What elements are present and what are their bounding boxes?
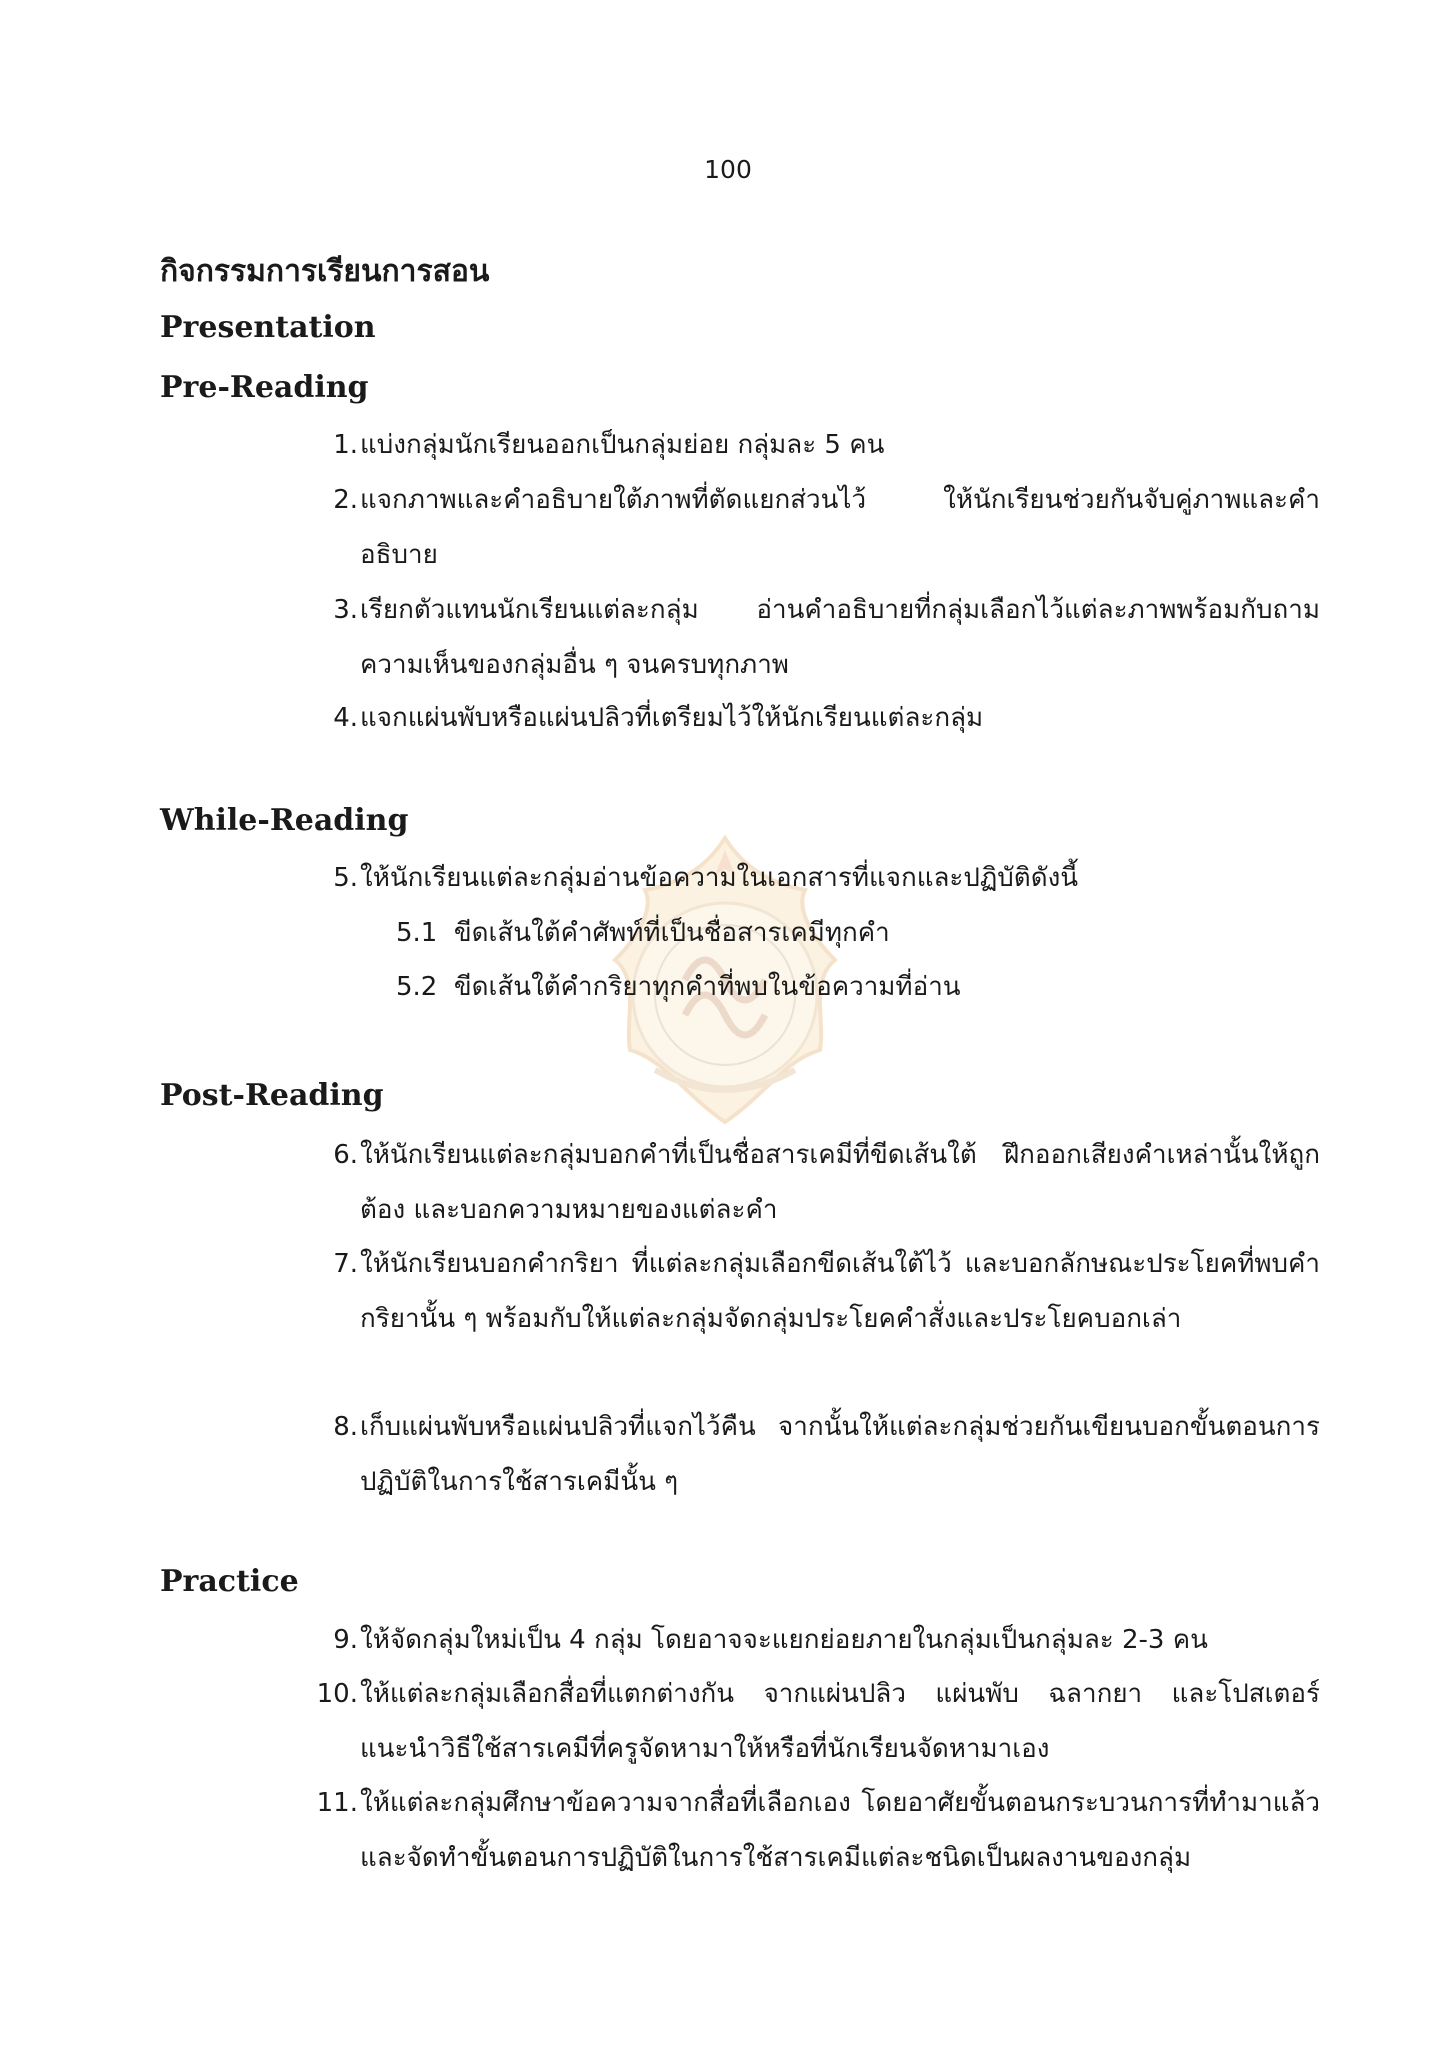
section-pre-reading: Pre-Reading — [160, 370, 369, 405]
page-number: 100 — [704, 155, 752, 184]
sub-item-number: 5.2 — [396, 972, 438, 1002]
list-item — [333, 473, 1320, 583]
sub-item-text: ขีดเส้นใต้คำศัพท์ที่เป็นชื่อสารเคมีทุกคำ — [453, 918, 890, 948]
item-text: ให้แต่ละกลุ่มเลือกสื่อที่แตกต่างกัน จากแผ่นปลิว แผ่นพับ ฉลากยา และโปสเตอร์ แนะนำวิธีใช้สารเคมีที่ครูจัดหามาให้หรือที่นักเรียนจัดหามาเอง — [360, 1679, 1320, 1764]
item-number: 6. — [333, 1140, 358, 1170]
section-presentation: Presentation — [160, 310, 376, 345]
item-number: 3. — [333, 595, 358, 625]
list-item — [333, 583, 1320, 693]
item-number: 8. — [333, 1412, 358, 1442]
list-item — [333, 851, 1320, 906]
item-text: ให้จัดกลุ่มใหม่เป็น 4 กลุ่ม โดยอาจจะแยกย่อยภายในกลุ่มเป็นกลุ่มละ 2-3 คน — [360, 1625, 1208, 1655]
item-text: เก็บแผ่นพับหรือแผ่นปลิวที่แจกไว้คืน จากนั้นให้แต่ละกลุ่มช่วยกันเขียนบอกขั้นตอนการปฏิบัติในการใช้สารเคมีนั้น ๆ — [360, 1412, 1320, 1497]
section-while-reading: While-Reading — [160, 803, 409, 838]
list-item — [333, 1613, 1320, 1668]
sub-item-number: 5.1 — [396, 918, 438, 948]
item-text: แจกภาพและคำอธิบายใต้ภาพที่ตัดแยกส่วนไว้ ให้นักเรียนช่วยกันจับคู่ภาพและคำอธิบาย — [360, 485, 1320, 570]
list-item — [316, 1776, 1320, 1886]
item-text: แจกแผ่นพับหรือแผ่นปลิวที่เตรียมไว้ให้นักเรียนแต่ละกลุ่ม — [360, 703, 984, 733]
main-heading: กิจกรรมการเรียนการสอน — [160, 254, 490, 289]
sub-item — [396, 906, 1296, 961]
item-text: ให้นักเรียนแต่ละกลุ่มบอกคำที่เป็นชื่อสารเคมีที่ขีดเส้นใต้ ฝึกออกเสียงคำเหล่านั้นให้ถูกต้อง และบอกความหมายของแต่ละคำ — [360, 1140, 1320, 1225]
list-item — [333, 1237, 1320, 1347]
section-post-reading: Post-Reading — [160, 1078, 384, 1113]
list-item — [333, 691, 1320, 746]
item-number: 2. — [333, 485, 358, 515]
list-item — [333, 1400, 1320, 1510]
item-number: 4. — [333, 703, 358, 733]
sub-item-text: ขีดเส้นใต้คำกริยาทุกคำที่พบในข้อความที่อ่าน — [453, 972, 961, 1002]
sub-item — [396, 960, 1296, 1015]
item-text: เรียกตัวแทนนักเรียนแต่ละกลุ่ม อ่านคำอธิบายที่กลุ่มเลือกไว้แต่ละภาพพร้อมกับถามความเห็นของกลุ่มอื่น ๆ จนครบทุกภาพ — [360, 595, 1320, 680]
item-number: 10. — [316, 1679, 358, 1709]
item-number: 7. — [333, 1249, 358, 1279]
item-number: 9. — [333, 1625, 358, 1655]
item-number: 11. — [316, 1788, 358, 1818]
list-item — [316, 1667, 1320, 1777]
list-item — [333, 1128, 1320, 1238]
item-number: 1. — [333, 430, 358, 460]
list-item — [333, 418, 1320, 473]
item-text: ให้แต่ละกลุ่มศึกษาข้อความจากสื่อที่เลือกเอง โดยอาศัยขั้นตอนกระบวนการที่ทำมาแล้ว และจัดทำขั้นตอนการปฏิบัติในการใช้สารเคมีแต่ละชนิดเป็นผลงานของกลุ่ม — [360, 1788, 1320, 1873]
item-number: 5. — [333, 863, 358, 893]
section-practice: Practice — [160, 1564, 299, 1599]
item-text: แบ่งกลุ่มนักเรียนออกเป็นกลุ่มย่อย กลุ่มละ 5 คน — [360, 430, 885, 460]
item-text: ให้นักเรียนบอกคำกริยา ที่แต่ละกลุ่มเลือกขีดเส้นใต้ไว้ และบอกลักษณะประโยคที่พบคำกริยานั้น ๆ พร้อมกับให้แต่ละกลุ่มจัดกลุ่มประโยคคำสั่งและประโยคบอกเล่า — [360, 1249, 1320, 1334]
item-text: ให้นักเรียนแต่ละกลุ่มอ่านข้อความในเอกสารที่แจกและปฏิบัติดังนี้ — [360, 863, 1079, 893]
